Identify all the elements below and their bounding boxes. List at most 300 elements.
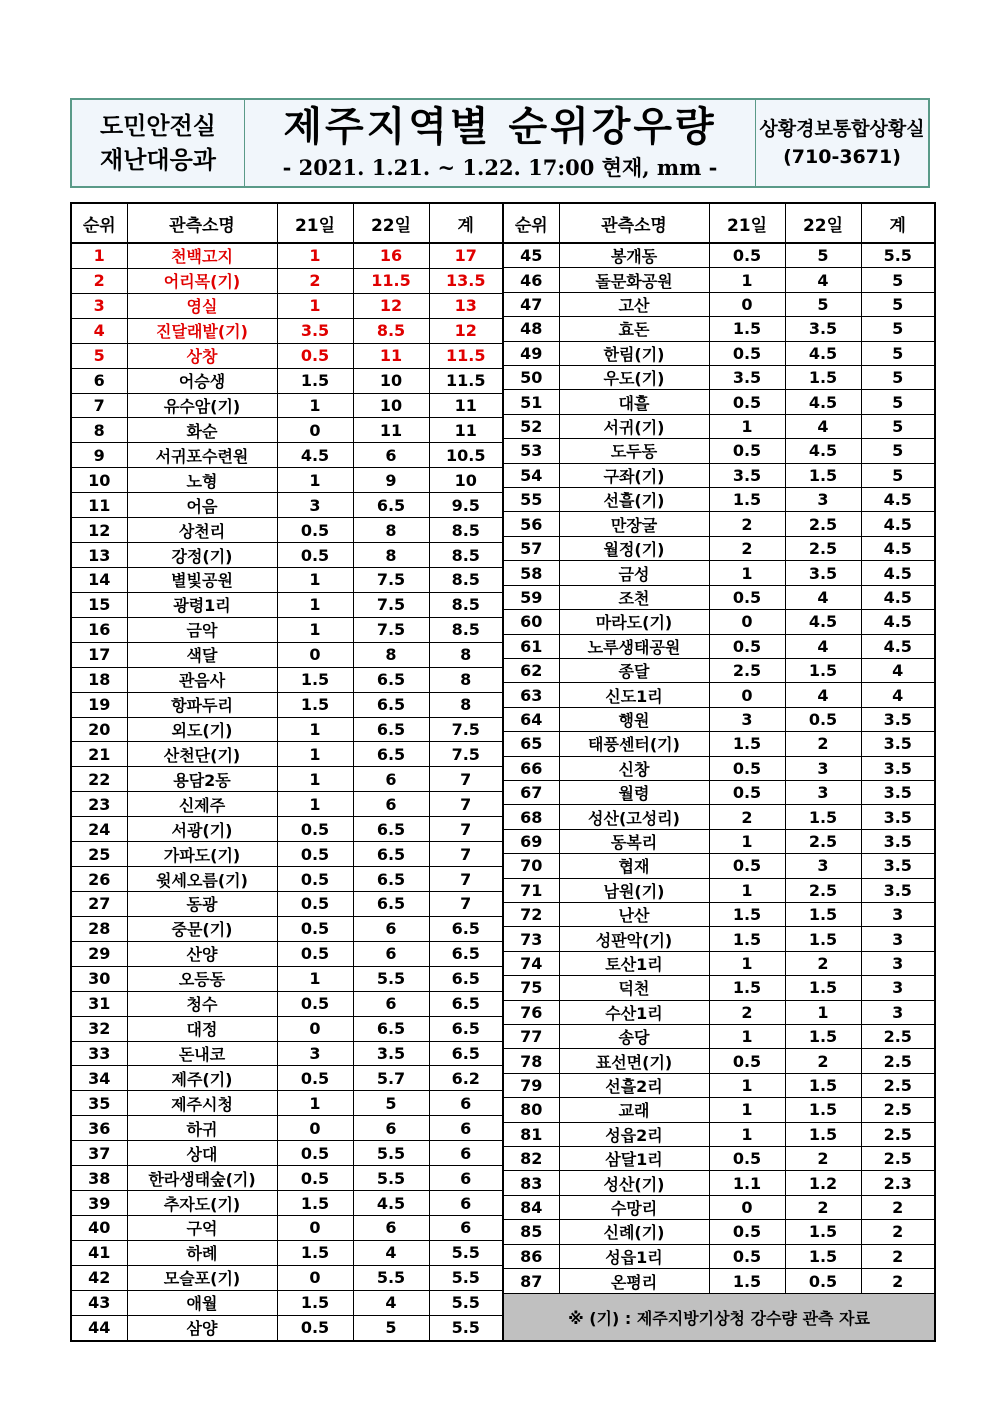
day21-cell: 1.5: [277, 667, 353, 692]
day21-cell: 0.5: [277, 1066, 353, 1091]
table-row: [71, 1091, 503, 1116]
station-cell: 노형: [127, 468, 277, 493]
table-row: [503, 951, 935, 975]
rank-cell: 58: [503, 561, 559, 585]
rank-cell: 69: [503, 829, 559, 853]
day22-cell: 1.5: [785, 1220, 861, 1244]
rank-cell: 28: [71, 916, 127, 941]
rank-cell: 68: [503, 805, 559, 829]
total-cell: 6.5: [429, 1041, 503, 1066]
total-cell: 3: [861, 976, 935, 1000]
day22-cell: 2.5: [785, 878, 861, 902]
rank-cell: 34: [71, 1066, 127, 1091]
rank-cell: 36: [71, 1116, 127, 1141]
total-cell: 8.5: [429, 543, 503, 568]
table-row: [71, 1016, 503, 1041]
day22-cell: 3: [785, 780, 861, 804]
station-cell: 태풍센터(기): [559, 732, 709, 756]
day21-cell: 1.5: [709, 732, 785, 756]
total-cell: 5: [861, 292, 935, 316]
station-cell: 서광(기): [127, 817, 277, 842]
day22-cell: 1.5: [785, 366, 861, 390]
total-cell: 7.5: [429, 742, 503, 767]
day22-cell: 6.5: [353, 717, 429, 742]
rank-cell: 83: [503, 1171, 559, 1195]
day22-cell: 6.5: [353, 742, 429, 767]
station-cell: 봉개동: [559, 243, 709, 268]
station-cell: 대정: [127, 1016, 277, 1041]
station-cell: 신례(기): [559, 1220, 709, 1244]
rank-cell: 49: [503, 341, 559, 365]
col-rank: 순위: [71, 203, 127, 243]
table-row: [71, 891, 503, 916]
rank-cell: 59: [503, 585, 559, 609]
station-cell: 신제주: [127, 792, 277, 817]
table-row: [503, 341, 935, 365]
rank-cell: 26: [71, 867, 127, 892]
day22-cell: 8.5: [353, 318, 429, 343]
total-cell: 5.5: [429, 1315, 503, 1341]
day21-cell: 1: [709, 1098, 785, 1122]
day22-cell: 1.5: [785, 463, 861, 487]
station-cell: 삼달1리: [559, 1147, 709, 1171]
table-row: [503, 585, 935, 609]
col-day21: 21일: [277, 203, 353, 243]
total-cell: 5: [861, 390, 935, 414]
rank-cell: 24: [71, 817, 127, 842]
table-row: [71, 642, 503, 667]
day22-cell: 7.5: [353, 617, 429, 642]
day22-cell: 6: [353, 916, 429, 941]
table-row: [503, 1195, 935, 1219]
title-block: [245, 100, 756, 186]
rank-cell: 9: [71, 443, 127, 468]
day21-cell: 0.5: [709, 243, 785, 268]
total-cell: 3.5: [861, 805, 935, 829]
total-cell: 8.5: [429, 592, 503, 617]
rank-cell: 22: [71, 767, 127, 792]
day21-cell: 0.5: [277, 1315, 353, 1341]
day22-cell: 10: [353, 393, 429, 418]
day22-cell: 4: [353, 1290, 429, 1315]
table-row: [71, 1290, 503, 1315]
table-row: [503, 414, 935, 438]
table-row: [503, 878, 935, 902]
table-row: [503, 780, 935, 804]
day21-cell: 0.5: [709, 780, 785, 804]
table-row: [71, 941, 503, 966]
rank-cell: 14: [71, 568, 127, 593]
station-cell: 가파도(기): [127, 842, 277, 867]
rank-cell: 32: [71, 1016, 127, 1041]
station-cell: 화순: [127, 418, 277, 443]
day21-cell: 1: [277, 617, 353, 642]
table-row: [71, 368, 503, 393]
table-row: [503, 1073, 935, 1097]
table-row: [503, 927, 935, 951]
total-cell: 8.5: [429, 568, 503, 593]
station-cell: 구억: [127, 1215, 277, 1240]
total-cell: 8: [429, 642, 503, 667]
day21-cell: 0.5: [709, 854, 785, 878]
table-row: [503, 463, 935, 487]
station-cell: 월령: [559, 780, 709, 804]
table-row: [503, 902, 935, 926]
station-cell: 월정(기): [559, 536, 709, 560]
total-cell: 8.5: [429, 518, 503, 543]
station-cell: 용담2동: [127, 767, 277, 792]
day21-cell: 0.5: [709, 1147, 785, 1171]
rank-cell: 43: [71, 1290, 127, 1315]
day22-cell: 8: [353, 518, 429, 543]
total-cell: 2.5: [861, 1073, 935, 1097]
rank-cell: 33: [71, 1041, 127, 1066]
total-cell: 6: [429, 1141, 503, 1166]
table-row: [503, 317, 935, 341]
total-cell: 6.2: [429, 1066, 503, 1091]
rank-cell: 3: [71, 293, 127, 318]
total-cell: 3: [861, 1000, 935, 1024]
day21-cell: 0: [277, 1265, 353, 1290]
station-cell: 청수: [127, 991, 277, 1016]
rank-cell: 81: [503, 1122, 559, 1146]
rank-cell: 40: [71, 1215, 127, 1240]
total-cell: 3.5: [861, 878, 935, 902]
day22-cell: 5.5: [353, 1141, 429, 1166]
day21-cell: 0.5: [277, 842, 353, 867]
day22-cell: 1.5: [785, 658, 861, 682]
col-rank: 순위: [503, 203, 559, 243]
table-row: [503, 854, 935, 878]
total-cell: 4: [861, 658, 935, 682]
station-cell: 어음: [127, 493, 277, 518]
day22-cell: 2: [785, 951, 861, 975]
total-cell: 2.5: [861, 1147, 935, 1171]
table-row: [71, 966, 503, 991]
total-cell: 2.5: [861, 1122, 935, 1146]
station-cell: 종달: [559, 658, 709, 682]
station-cell: 난산: [559, 902, 709, 926]
day21-cell: 1: [277, 792, 353, 817]
day21-cell: 1.1: [709, 1171, 785, 1195]
table-row: [71, 991, 503, 1016]
table-row: [503, 683, 935, 707]
day22-cell: 2.5: [785, 829, 861, 853]
rank-cell: 17: [71, 642, 127, 667]
rank-cell: 85: [503, 1220, 559, 1244]
table-row: [503, 1171, 935, 1195]
station-cell: 성산(고성리): [559, 805, 709, 829]
day22-cell: 2: [785, 1049, 861, 1073]
total-cell: 3.5: [861, 756, 935, 780]
total-cell: 5: [861, 268, 935, 292]
day22-cell: 4: [785, 268, 861, 292]
rank-cell: 82: [503, 1147, 559, 1171]
table-row: [503, 1244, 935, 1268]
day21-cell: 1: [709, 1073, 785, 1097]
day22-cell: 5.5: [353, 966, 429, 991]
station-cell: 온평리: [559, 1269, 709, 1294]
total-cell: 7: [429, 817, 503, 842]
total-cell: 6.5: [429, 941, 503, 966]
table-row: [503, 634, 935, 658]
table-row: [71, 1041, 503, 1066]
table-row: [71, 318, 503, 343]
rank-cell: 25: [71, 842, 127, 867]
table-row: [503, 805, 935, 829]
station-cell: 수산1리: [559, 1000, 709, 1024]
rank-cell: 51: [503, 390, 559, 414]
day21-cell: 1: [277, 293, 353, 318]
day22-cell: 4.5: [785, 390, 861, 414]
table-row: [503, 1025, 935, 1049]
station-cell: 한림(기): [559, 341, 709, 365]
table-row: [71, 268, 503, 293]
rank-cell: 73: [503, 927, 559, 951]
table-header-row: [71, 203, 503, 243]
day22-cell: 3: [785, 854, 861, 878]
rainfall-table-left-body: [71, 243, 503, 1341]
day22-cell: 2.5: [785, 512, 861, 536]
day22-cell: 1.5: [785, 1098, 861, 1122]
rank-cell: 37: [71, 1141, 127, 1166]
day21-cell: 3.5: [709, 463, 785, 487]
total-cell: 7.5: [429, 717, 503, 742]
rank-cell: 77: [503, 1025, 559, 1049]
rank-cell: 1: [71, 243, 127, 268]
day22-cell: 3: [785, 756, 861, 780]
total-cell: 5.5: [429, 1265, 503, 1290]
table-row: [71, 1315, 503, 1341]
table-row: [71, 592, 503, 617]
day21-cell: 0: [709, 1195, 785, 1219]
rank-cell: 11: [71, 493, 127, 518]
table-row: [71, 1166, 503, 1191]
total-cell: 6.5: [429, 991, 503, 1016]
day22-cell: 2.5: [785, 536, 861, 560]
day21-cell: 0: [277, 1016, 353, 1041]
col-day22: 22일: [353, 203, 429, 243]
table-row: [71, 842, 503, 867]
station-cell: 교래: [559, 1098, 709, 1122]
day21-cell: 0.5: [709, 634, 785, 658]
rank-cell: 66: [503, 756, 559, 780]
table-row: [71, 1066, 503, 1091]
station-cell: 성판악(기): [559, 927, 709, 951]
day21-cell: 1.5: [277, 368, 353, 393]
rank-cell: 16: [71, 617, 127, 642]
total-cell: 4: [861, 683, 935, 707]
day21-cell: 1: [709, 951, 785, 975]
col-station: 관측소명: [559, 203, 709, 243]
station-cell: 광령1리: [127, 592, 277, 617]
report-title: 제주지역별 순위강우량: [283, 104, 717, 150]
day22-cell: 11: [353, 343, 429, 368]
table-row: [71, 568, 503, 593]
station-cell: 상창: [127, 343, 277, 368]
total-cell: 6.5: [429, 1016, 503, 1041]
table-row: [71, 468, 503, 493]
station-cell: 남원(기): [559, 878, 709, 902]
day21-cell: 0.5: [709, 390, 785, 414]
table-row: [503, 1147, 935, 1171]
table-row: [71, 692, 503, 717]
total-cell: 2.5: [861, 1049, 935, 1073]
rank-cell: 70: [503, 854, 559, 878]
table-row: [503, 707, 935, 731]
total-cell: 5.5: [429, 1240, 503, 1265]
day22-cell: 6.5: [353, 667, 429, 692]
table-row: [71, 543, 503, 568]
day21-cell: 0: [277, 642, 353, 667]
rank-cell: 13: [71, 543, 127, 568]
table-row: [71, 343, 503, 368]
day21-cell: 0: [709, 683, 785, 707]
station-cell: 선흘(기): [559, 488, 709, 512]
rank-cell: 18: [71, 667, 127, 692]
day22-cell: 6: [353, 1215, 429, 1240]
table-row: [503, 1049, 935, 1073]
rank-cell: 60: [503, 610, 559, 634]
table-row: [503, 756, 935, 780]
rank-cell: 52: [503, 414, 559, 438]
day22-cell: 5: [785, 243, 861, 268]
day21-cell: 0: [277, 1116, 353, 1141]
total-cell: 11.5: [429, 368, 503, 393]
day22-cell: 1.5: [785, 927, 861, 951]
day21-cell: 1: [277, 966, 353, 991]
total-cell: 4.5: [861, 536, 935, 560]
day22-cell: 5.5: [353, 1265, 429, 1290]
day21-cell: 4.5: [277, 443, 353, 468]
department-line-1: 도민안전실: [100, 112, 216, 140]
day21-cell: 1: [709, 878, 785, 902]
day21-cell: 1: [277, 393, 353, 418]
rank-cell: 19: [71, 692, 127, 717]
total-cell: 7: [429, 867, 503, 892]
total-cell: 7: [429, 842, 503, 867]
day21-cell: 1.5: [277, 1290, 353, 1315]
total-cell: 6: [429, 1116, 503, 1141]
rainfall-table-right: [502, 202, 936, 1342]
total-cell: 3: [861, 902, 935, 926]
day21-cell: 3.5: [709, 366, 785, 390]
rank-cell: 45: [503, 243, 559, 268]
table-row: [503, 976, 935, 1000]
day22-cell: 2: [785, 1147, 861, 1171]
rank-cell: 4: [71, 318, 127, 343]
table-row: [503, 1098, 935, 1122]
station-cell: 상대: [127, 1141, 277, 1166]
total-cell: 12: [429, 318, 503, 343]
col-total: 계: [861, 203, 935, 243]
total-cell: 7: [429, 792, 503, 817]
day21-cell: 0.5: [277, 543, 353, 568]
table-row: [71, 742, 503, 767]
day21-cell: 0: [277, 1215, 353, 1240]
rank-cell: 87: [503, 1269, 559, 1294]
day22-cell: 5: [353, 1315, 429, 1341]
station-cell: 하례: [127, 1240, 277, 1265]
day21-cell: 0.5: [277, 991, 353, 1016]
day21-cell: 1.5: [709, 317, 785, 341]
day21-cell: 2.5: [709, 658, 785, 682]
station-cell: 덕천: [559, 976, 709, 1000]
footnote: ※ (기) : 제주지방기상청 강수량 관측 자료: [503, 1294, 935, 1342]
station-cell: 어리목(기): [127, 268, 277, 293]
station-cell: 성읍1리: [559, 1244, 709, 1268]
day22-cell: 6.5: [353, 1016, 429, 1041]
rank-cell: 74: [503, 951, 559, 975]
rank-cell: 54: [503, 463, 559, 487]
station-cell: 동복리: [559, 829, 709, 853]
station-cell: 애월: [127, 1290, 277, 1315]
total-cell: 5.5: [429, 1290, 503, 1315]
col-day22: 22일: [785, 203, 861, 243]
day21-cell: 1: [277, 568, 353, 593]
table-row: [503, 561, 935, 585]
station-cell: 조천: [559, 585, 709, 609]
total-cell: 4.5: [861, 488, 935, 512]
day21-cell: 1: [709, 414, 785, 438]
table-row: [503, 512, 935, 536]
total-cell: 2: [861, 1220, 935, 1244]
day21-cell: 1: [277, 717, 353, 742]
rank-cell: 53: [503, 439, 559, 463]
day22-cell: 1.5: [785, 976, 861, 1000]
day21-cell: 0.5: [709, 439, 785, 463]
day22-cell: 1: [785, 1000, 861, 1024]
department-block: [72, 100, 245, 186]
day21-cell: 0.5: [709, 585, 785, 609]
total-cell: 3.5: [861, 854, 935, 878]
table-row: [71, 792, 503, 817]
rank-cell: 75: [503, 976, 559, 1000]
day22-cell: 4: [785, 683, 861, 707]
day21-cell: 1.5: [277, 1240, 353, 1265]
rank-cell: 21: [71, 742, 127, 767]
station-cell: 협재: [559, 854, 709, 878]
day22-cell: 6.5: [353, 817, 429, 842]
total-cell: 5: [861, 463, 935, 487]
station-cell: 색달: [127, 642, 277, 667]
table-row: [503, 292, 935, 316]
table-row: [503, 439, 935, 463]
station-cell: 수망리: [559, 1195, 709, 1219]
day21-cell: 0.5: [277, 867, 353, 892]
table-row: [71, 916, 503, 941]
office-block: [756, 100, 928, 186]
day22-cell: 4.5: [785, 439, 861, 463]
rank-cell: 61: [503, 634, 559, 658]
day21-cell: 0: [709, 610, 785, 634]
day21-cell: 1.5: [709, 1269, 785, 1294]
total-cell: 13: [429, 293, 503, 318]
total-cell: 8.5: [429, 617, 503, 642]
day22-cell: 6: [353, 991, 429, 1016]
day22-cell: 2: [785, 732, 861, 756]
station-cell: 신창: [559, 756, 709, 780]
station-cell: 성산(기): [559, 1171, 709, 1195]
report-subtitle: - 2021. 1.21. ~ 1.22. 17:00 현재, mm -: [282, 155, 718, 180]
day21-cell: 0.5: [277, 1166, 353, 1191]
station-cell: 모슬포(기): [127, 1265, 277, 1290]
station-cell: 효돈: [559, 317, 709, 341]
total-cell: 3: [861, 927, 935, 951]
day21-cell: 0.5: [277, 891, 353, 916]
day21-cell: 0.5: [277, 941, 353, 966]
rank-cell: 67: [503, 780, 559, 804]
